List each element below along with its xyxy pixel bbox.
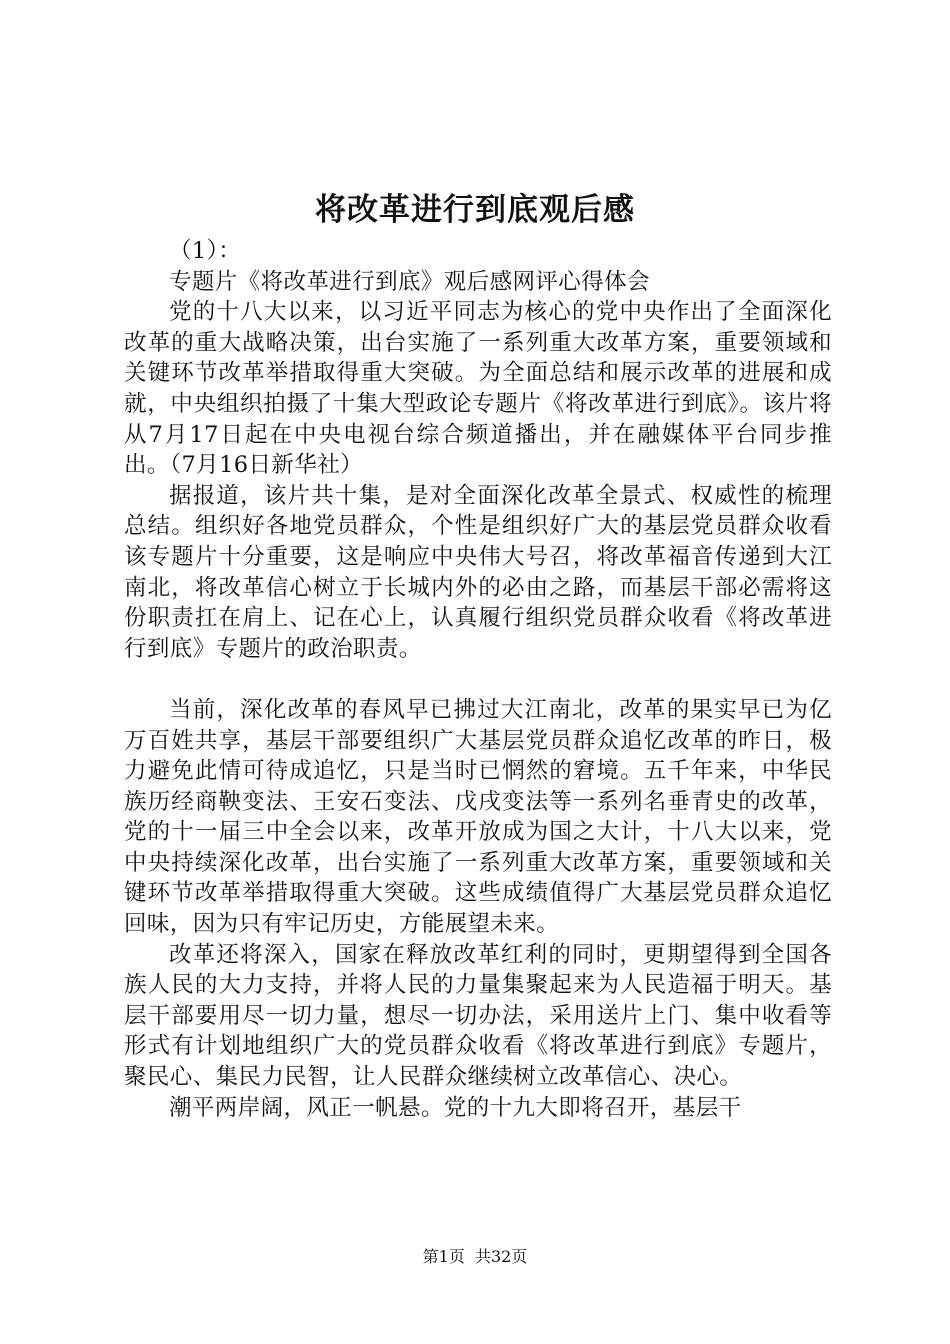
document-body — [124, 236, 832, 1123]
paragraph-section-marker: （1）： — [169, 238, 242, 264]
paragraph: 据报道，该片共十集，是对全面深化改革全景式、权威性的梳理总结。组织好各地党员群众，个性是组织好广大的基层党员群众收看该专题片十分重要，这是响应中央伟大号召，将改革福音传递到大江南北，将改革信心树立于长城内外的必由之路，而基层干部必需将这份职责扛在肩上、记在心上，认真履行组织党员群众收看《将改革进行到底》专题片的政治职责。 — [124, 482, 832, 662]
paragraph: 当前，深化改革的春风早已拂过大江南北，改革的果实早已为亿万百姓共享，基层干部要组织广大基层党员群众追忆改革的昨日，极力避免此情可待成追忆，只是当时已惘然的窘境。五千年来，中华民族历经商鞅变法、王安石变法、戊戌变法等一系列名垂青史的改革，党的十一届三中全会以来，改革开放成为国之大计，十八大以来，党中央持续深化改革，出台实施了一系列重大改革方案，重要领域和关键环节改革举措取得重大突破。这些成绩值得广大基层党员群众追忆回味，因为只有牢记历史，方能展望未来。 — [124, 696, 832, 938]
page-number: 第1页 共32页 — [422, 1247, 528, 1266]
paragraph: 改革还将深入，国家在释放改革红利的同时，更期望得到全国各族人民的大力支持，并将人民的力量集聚起来为人民造福于明天。基层干部要用尽一切力量，想尽一切办法，采用送片上门、集中收看等形式有计划地组织广大的党员群众收看《将改革进行到底》专题片，聚民心、集民力民智，让人民群众继续树立改革信心、决心。 — [124, 941, 832, 1091]
paragraph-blank — [124, 664, 832, 695]
paragraph: 党的十八大以来，以习近平同志为核心的党中央作出了全面深化改革的重大战略决策，出台实施了一系列重大改革方案，重要领域和关键环节改革举措取得重大突破。为全面总结和展示改革的进展和成就，中央组织拍摄了十集大型政论专题片《将改革进行到底》。该片将从7月17日起在中央电视台综合频道播出，并在融媒体平台同步推出。（7月16日新华社） — [124, 299, 832, 479]
page-footer — [0, 1244, 950, 1267]
paragraph-subtitle: 专题片《将改革进行到底》观后感网评心得体会 — [169, 268, 650, 295]
document-title: 将改革进行到底观后感 — [315, 192, 635, 228]
paragraph: 潮平两岸阔，风正一帆悬。党的十九大即将召开，基层干 — [169, 1094, 742, 1121]
